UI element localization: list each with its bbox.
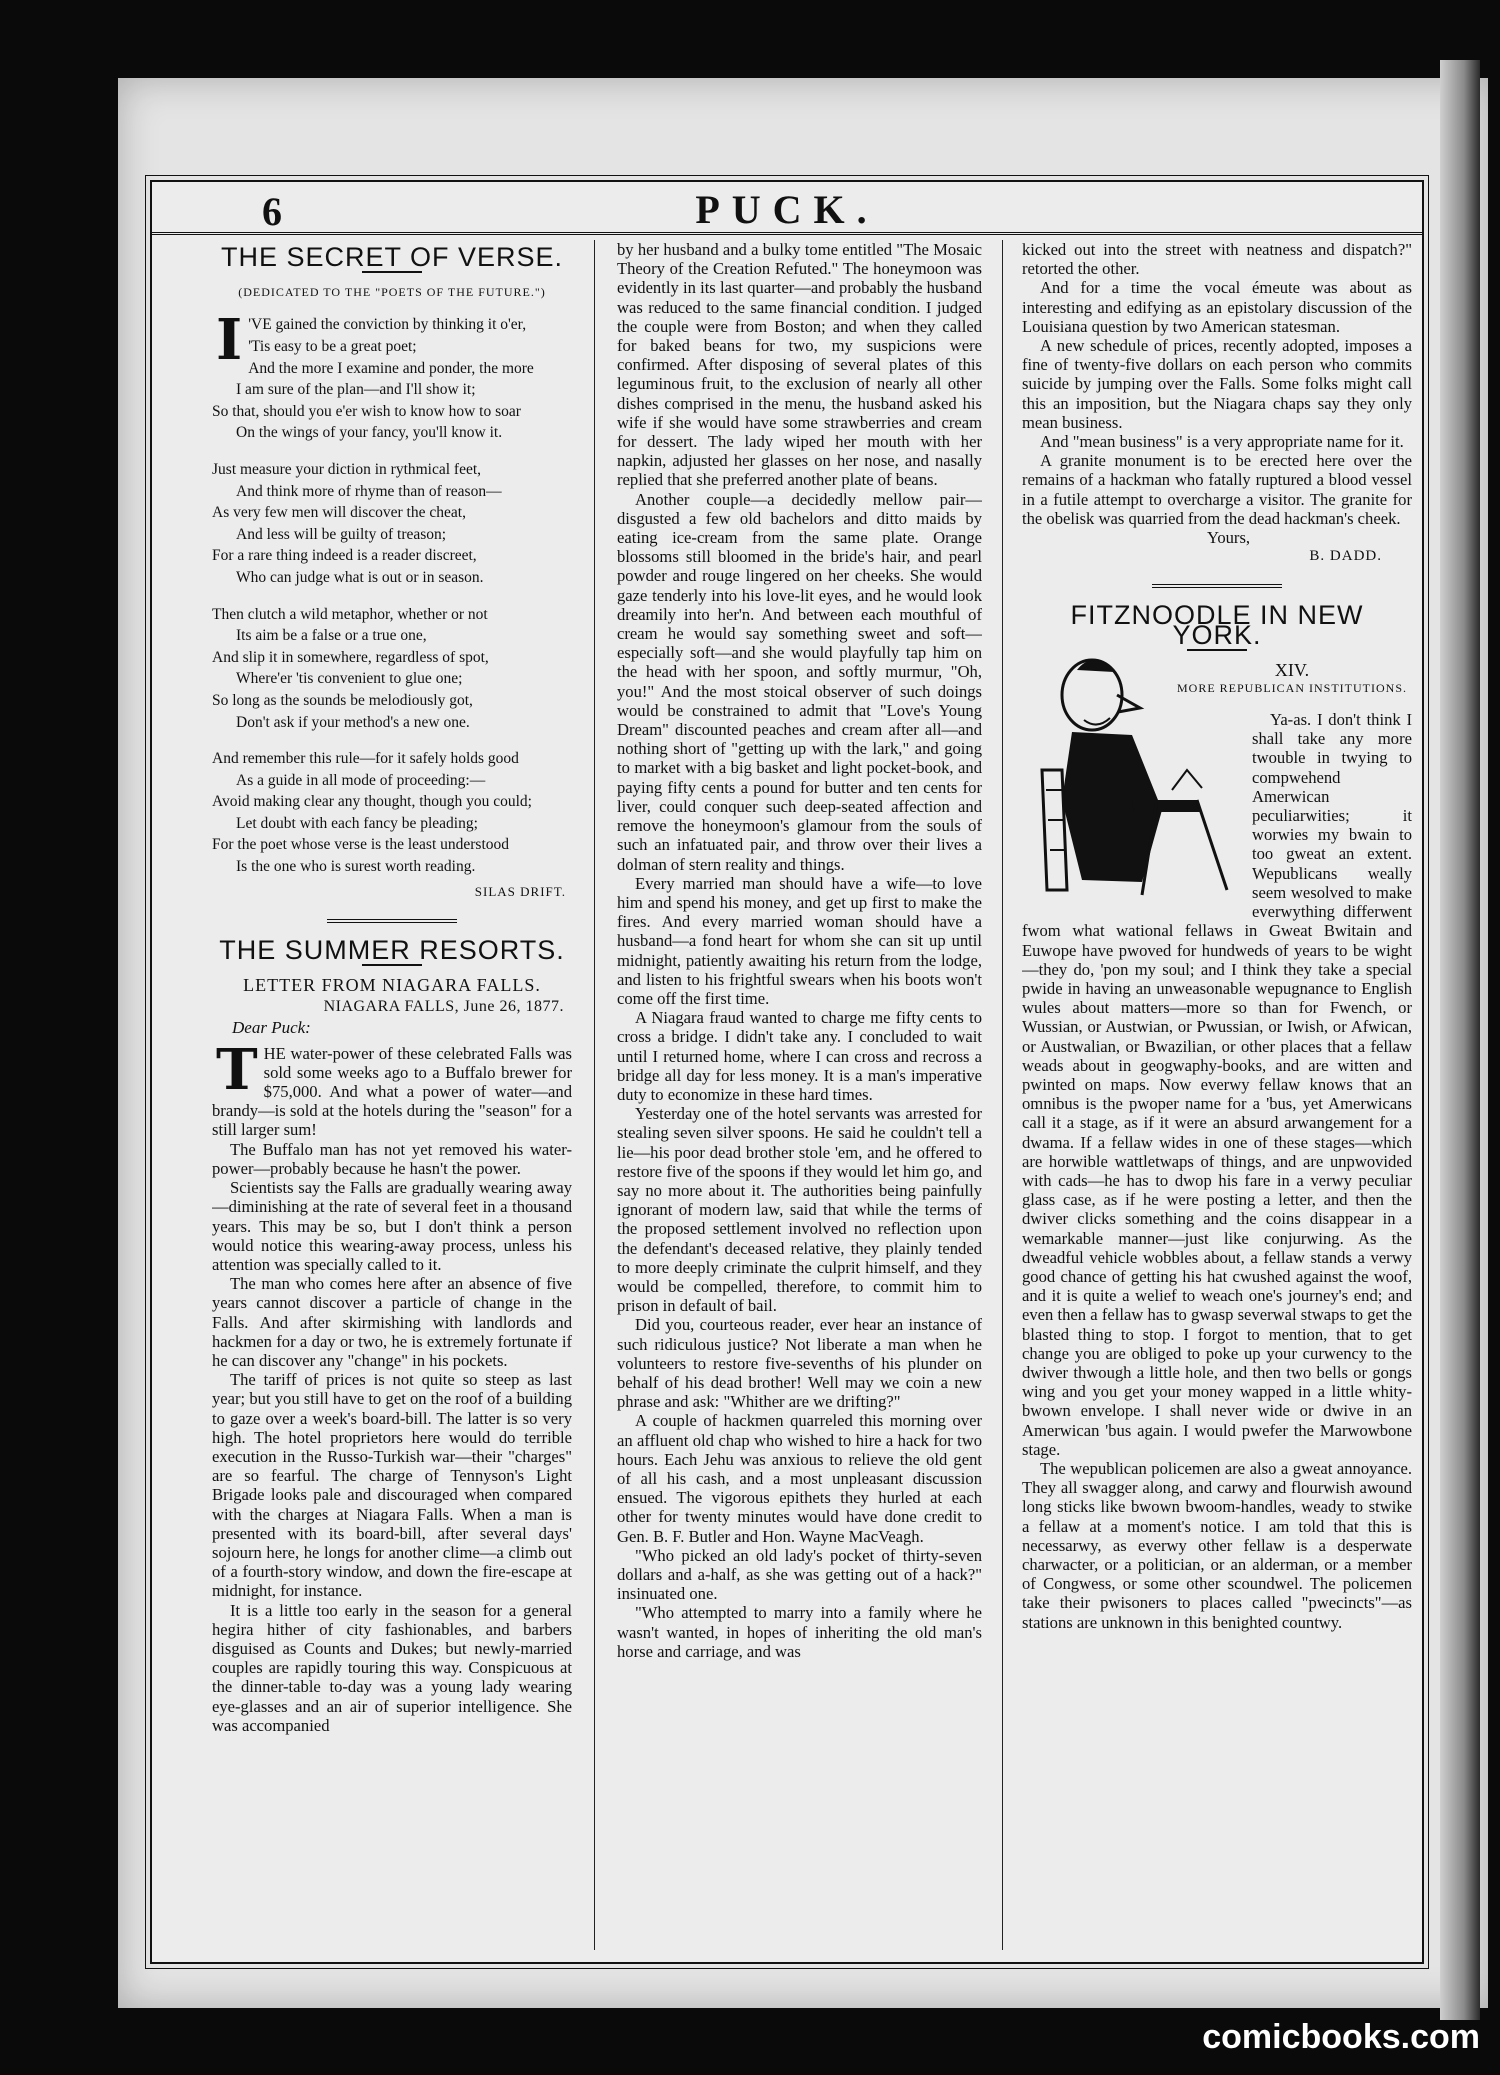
paragraph: HE water-power of these celebrated Falls was sold some weeks ago to a Buffalo brewer for $75,000. And what a power of water—and brandy—is sold at the hotels during the "season" for a still larger sum! <box>212 1043 572 1140</box>
paragraph: Yesterday one of the hotel servants was arrested for stealing seven silver spoons. He said he couldn't tell a lie—his poor dead brother stole 'em, and he offered to restore five of the spoons if they would let him go, and say no more about it. The authorities being painfully ignorant of modern law, said that while the terms of the proposed settlement involved no reflection upon the defendant's deceased relative, they plainly tended to more deeply criminate the culprit himself, and they would be compelled, therefore, to commit him to prison in default of bail. <box>617 1104 982 1316</box>
poem-line: And the more I examine and ponder, the more <box>248 359 534 377</box>
article-body <box>1022 710 1412 1632</box>
poem-body <box>212 307 572 877</box>
paragraph: Another couple—a decidedly mellow pair—disgusted a few old bachelors and ditto maids by eating ice-cream from the same plate. Orange blossoms still bloomed in the bride's hair, and pearl powder and rouge lingered on her cheeks. She would gaze tenderly into his love-lit eyes, and he would look dreamily into her'n. And between each mouthful of cream he would say something sweet and soft—especially soft—and she would playfully tap him on the head with her spoon, and softly murmur, "Oh, you!" And the most stoical observer of such doings would be constrained to admit that "Love's Young Dream" discounted peaches and cream after all—and nothing short of "getting up with the lark," and going to market with a big basket and light pocket-book, and paying fifty cents a pound for butter and ten cents for liver, could conquer such deep-seated affection and remove the honeymoon's glamour from the souls of such an infatuated pair, and throw over their lives a dolman of stern reality and things. <box>617 489 982 874</box>
column-rule <box>594 240 595 1950</box>
paragraph: The man who comes here after an absence of five years cannot discover a particle of change in the Falls. And after skirmishing with landlords and hackmen for a day or two, he is extremely fortunate if he can discover any "change" in his pockets. <box>212 1274 572 1370</box>
paragraph: A granite monument is to be erected here over the remains of a hackman who fatally ruptured a blood vessel in a futile attempt to overcharge a visitor. The granite for the obelisk was quarried from the dead hackman's cheek. <box>1022 451 1412 528</box>
poem-line: Then clutch a wild metaphor, whether or not <box>212 605 488 623</box>
paragraph: And for a time the vocal émeute was about as interesting and edifying as an epistolary discussion of the Louisiana question by two American statesman. <box>1022 278 1412 336</box>
poem-author: SILAS DRIFT. <box>474 883 566 899</box>
paragraph: Ya-as. I don't think I shall take any more twouble in twying to compwehend Amerwican peculiarwities; it worwies my bwain to too gweat an extent. Wepublicans weally seem wesolved to make everwything differwent fwom what wational fellaws in Gweat Bwitain and Euwope have pwoved for hundweds of years to be wight—they do, 'pon my soul; and I think they take a special pwide in having an unweasonable wepugnance to English wules about matters—more so than for Fwench, or Wussian, or Austwian, or Pwussian, or Iwish, or Afwican, or Austwalian, or Bwazilian, or other places that a fellaw weads about in geogwaphy-books, and are witten and pwinted on maps. Now everwy fellaw knows that an omnibus is the pwoper name for a 'bus, yet Amerwicans call it a stage, as if it were an absurd arwangement for a dwama. If a fellaw wides in one of these stages—which are horwible wattletwaps of things, and are unpwovided with cads—he has to dwop his fare in a verwy peculiar glass case, as if he were posting a letter, and then the dwiver clicks something and the coins disappear in a wemarkable manner—just like conjurwing. As the dweadful vehicle wobbles about, a fellaw stands a verwy good chance of getting his hat cwushed against the woof, and it is quite a welief to weach one's journey's end; and even then a fellaw has to gwasp severwal stwaps to get the blasted thing to stop. I forgot to mention, that to get change you are obliged to poke up your curwency to the dwiver thwough a little hole, and then two bells or gongs wing and you get your money wapped in a little whity-bwown envelope. I shall never wide or dwive in an Amerwican 'bus again. I would pwefer the Marwowbone stage. <box>1022 710 1412 1459</box>
paragraph: "Who picked an old lady's pocket of thirty-seven dollars and a-half, as she was getting out of a hack?" insinuated one. <box>617 1545 982 1604</box>
article-body <box>212 1036 572 1735</box>
poem-line: Who can judge what is out or in season. <box>236 568 484 586</box>
article-closing: Yours, <box>1207 528 1251 548</box>
poem-line: As very few men will discover the cheat, <box>212 504 466 522</box>
poem-line: Its aim be a false or a true one, <box>236 627 427 645</box>
paragraph: The Buffalo man has not yet removed his water-power—probably because he hasn't the power. <box>212 1139 572 1178</box>
poem-line: On the wings of your fancy, you'll know it. <box>236 424 503 442</box>
paragraph: Every married man should have a wife—to love him and spend his money, and get up first to make the fires. And every married woman should have a husband—a fond heart for whom she can sit up until midnight, patiently awaiting his return from the lodge, and listen to his frightful swears when his boots won't come off the first time. <box>617 873 982 1008</box>
poem-dedication: (DEDICATED TO THE "POETS OF THE FUTURE.") <box>238 285 546 300</box>
poem-line: And remember this rule—for it safely holds good <box>212 750 519 768</box>
drop-cap: I <box>216 307 243 374</box>
article-body-continued <box>1022 240 1412 566</box>
column-rule <box>1002 240 1003 1950</box>
poem-line: 'VE gained the conviction by thinking it o'er, <box>248 316 527 334</box>
poem-line: And slip it in somewhere, regardless of spot, <box>212 648 489 666</box>
paragraph: The wepublican policemen are also a gweat annoyance. They all swagger along, and carwy and flourwish awound long sticks like bwown bwoom-handles, weady to stwike a fellaw at a moment's notice. I am told that this is necessarwy, as everwy other fellaw is a desperwate charwacter, or a politician, or an alderman, or a member of Congwess, or some other scoundwel. The policemen take their pwisoners to places called "pwecincts"—as stations are unknown in this benighted countwy. <box>1022 1458 1412 1632</box>
article-subtitle: MORE REPUBLICAN INSTITUTIONS. <box>1177 681 1407 696</box>
poem-line: For the poet whose verse is the least understood <box>212 836 510 854</box>
poem-line: Let doubt with each fancy be pleading; <box>236 814 478 832</box>
poem-line: For a rare thing indeed is a reader discreet, <box>212 547 477 565</box>
poem-line: So long as the sounds be melodiously got, <box>212 691 473 709</box>
section-divider <box>1152 584 1282 588</box>
paragraph: Did you, courteous reader, ever hear an instance of such ridiculous justice? Not liberate a man when he volunteers to restore five-sevenths of his plunder on behalf of his dead brother! Well may we coin a new phrase and ask: "Whither are we drifting?" <box>617 1315 982 1412</box>
article-subtitle: LETTER FROM NIAGARA FALLS. <box>243 975 541 996</box>
paragraph: The tariff of prices is not quite so steep as last year; but you still have to get on the roof of a building to gaze over a week's board-bill. The latter is so very high. The hotel proprietors here would do terrible execution in the Russo-Turkish war—their "charges" are so fearful. The charge of Tennyson's Light Brigade looks pale and discouraged when compared with the charges at Niagara Falls. When a man is presented with its board-bill, after several days' sojourn here, he longs for another clime—a climb out of a fourth-story window, and down the fire-escape at midnight, for instance. <box>212 1370 572 1601</box>
poem-line: As a guide in all mode of proceeding:— <box>236 771 486 789</box>
paragraph: A new schedule of prices, recently adopted, imposes a fine of twenty-five dollars on each person who commits suicide by jumping over the Falls. Some folks might call this an imposition, but the Niagara chaps say they only mean business. <box>1022 336 1412 432</box>
page-number: 6 <box>262 189 282 234</box>
poem-line: And think more of rhyme than of reason— <box>236 482 502 500</box>
masthead: PUCK. <box>695 187 879 232</box>
poem-line: Don't ask if your method's a new one. <box>236 713 470 731</box>
article-title: THE SUMMER RESORTS. <box>219 934 565 965</box>
paragraph: "Who attempted to marry into a family where he wasn't wanted, in hopes of inheriting the old man's horse and carriage, and was <box>617 1603 982 1661</box>
poem-line: So that, should you e'er wish to know how to soar <box>212 402 521 420</box>
drop-cap: T <box>216 1036 258 1103</box>
poem-line: Is the one who is surest worth reading. <box>236 858 476 876</box>
column-2 <box>617 240 982 1950</box>
binding-gutter <box>1440 60 1480 2020</box>
paragraph: kicked out into the street with neatness and dispatch?" retorted the other. <box>1022 240 1412 279</box>
poem-line: 'Tis easy to be a great poet; <box>248 338 417 355</box>
paragraph: And "mean business" is a very appropriate name for it. <box>1040 432 1404 452</box>
page-content-frame <box>150 180 1424 1964</box>
paragraph: A couple of hackmen quarreled this morning over an affluent old chap who wished to hire a hack for two hours. Each Jehu was anxious to relieve the old gent of all his cash, and a most unpleasant discussion ensued. The vigorous epithets they hurled at each other for twenty minutes would have done credit to Gen. B. F. Butler and Hon. Wayne MacVeagh. <box>617 1411 982 1546</box>
page-header <box>152 182 1422 235</box>
poem-line: Just measure your diction in rythmical feet, <box>212 460 482 478</box>
article-dateline: NIAGARA FALLS, June 26, 1877. <box>323 998 564 1016</box>
paragraph: by her husband and a bulky tome entitled "The Mosaic Theory of the Creation Refuted." The honeymoon was evidently in its last quarter—and probably the husband was reduced to the same financial condition. I judged the couple were from Boston; and when they called for baked beans for two, my suspicions were confirmed. After disposing of several plates of this leguminous fruit, to the exclusion of nearly all other dishes comprised in the menu, the husband asked his wife if she would have some strawberries and cream for dessert. The lady wiped her mouth with her napkin, adjusted her glasses on her nose, and nasally replied that she preferred another plate of beans. <box>617 240 982 490</box>
poem-line: Where'er 'tis convenient to glue one; <box>236 670 463 688</box>
column-3 <box>1022 240 1412 1950</box>
poem-stanza <box>212 748 572 878</box>
paragraph: Scientists say the Falls are gradually wearing away—diminishing at the rate of several feet in a thousand years. This may be so, but I don't think a person would notice this wearing-away process, unless his attention was specially called to it. <box>212 1178 572 1274</box>
paragraph: A Niagara fraud wanted to charge me fifty cents to cross a bridge. I didn't take any. I concluded to wait until I returned home, where I can cross and recross a bridge all day for less money. It is a man's imperative duty to economize in these hard times. <box>617 1008 982 1104</box>
poem-stanza <box>212 604 572 734</box>
watermark: comicbooks.com <box>1202 2018 1480 2056</box>
poem-line: Avoid making clear any thought, though you could; <box>212 793 532 811</box>
article-salutation: Dear Puck: <box>232 1018 311 1038</box>
section-divider <box>327 919 457 923</box>
article-title: FITZNOODLE IN NEW YORK. <box>1070 600 1364 650</box>
paragraph: It is a little too early in the season for a general hegira hither of city fashionables, and barbers disguised as Counts and Dukes; but newly-married couples are rapidly touring this way. Conspicuous at the dinner-table to-day was a young lady wearing eye-glasses and an air of superior intelligence. She was accompanied <box>212 1600 572 1735</box>
installment-number: XIV. <box>1274 659 1310 680</box>
article-author: B. DADD. <box>1309 548 1382 565</box>
poem-title: THE SECRET OF VERSE. <box>220 242 564 272</box>
poem-line: I am sure of the plan—and I'll show it; <box>236 381 476 399</box>
article-body-continued <box>617 240 982 1661</box>
poem-stanza <box>212 459 572 589</box>
column-1 <box>212 240 572 1950</box>
poem-stanza <box>212 307 572 444</box>
poem-line: And less will be guilty of treason; <box>236 525 447 543</box>
